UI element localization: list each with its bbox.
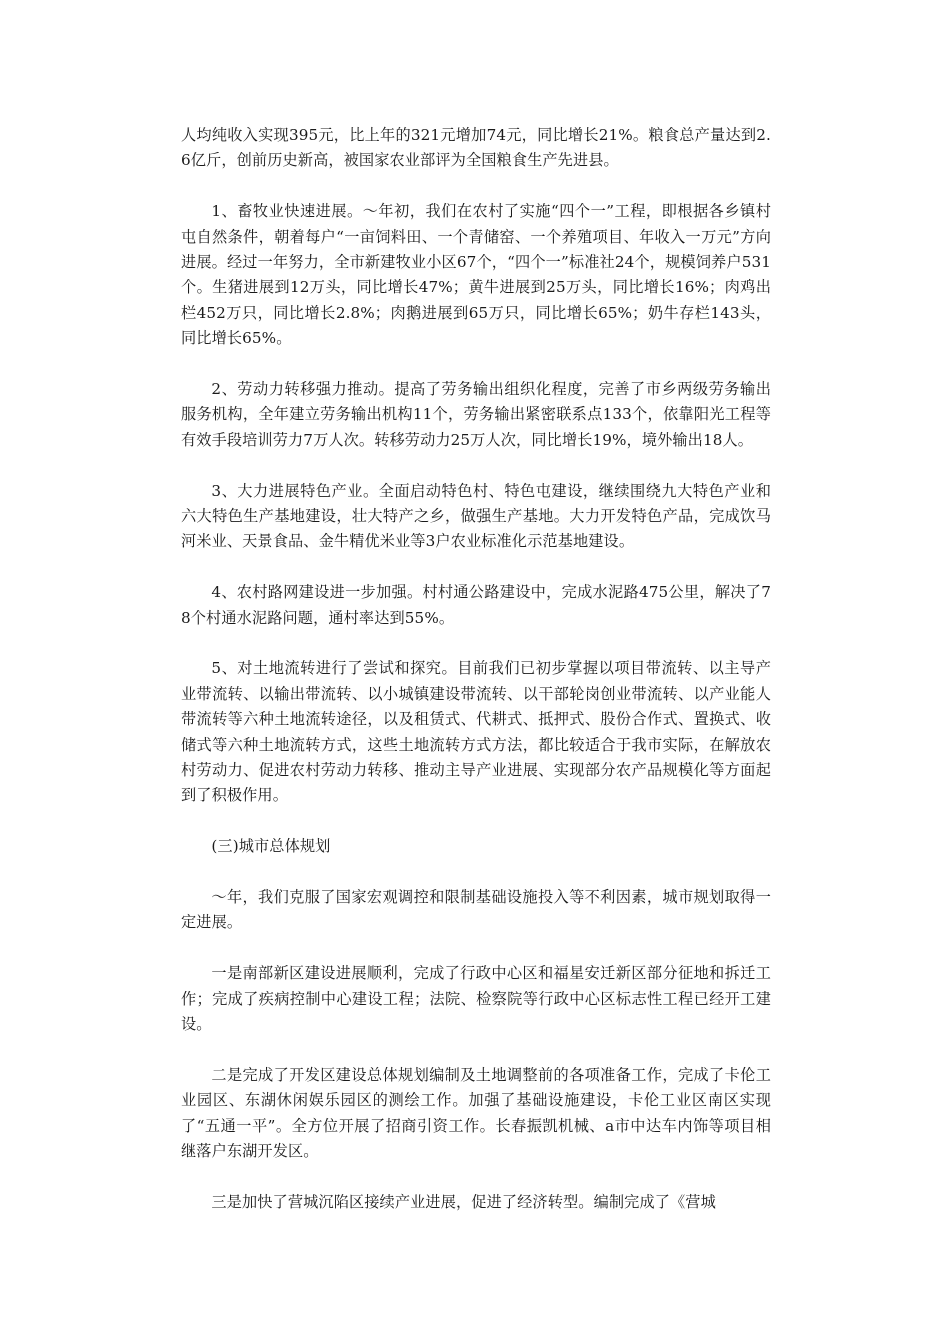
- paragraph-land-transfer: 5、对土地流转进行了尝试和探究。目前我们已初步掌握以项目带流转、以主导产业带流转、以输出带流转、以小城镇建设带流转、以干部轮岗创业带流转、以产业能人带流转等六种土地流转途径，以及租赁式、代耕式、抵押式、股份合作式、置换式、收储式等六种土地流转方式，这些土地流转方式方法，都比较适合于我市实际，在解放农村劳动力、促进农村劳动力转移、推动主导产业进展、实现部分农产品规模化等方面起到了积极作用。: [181, 659, 771, 805]
- paragraph-income-summary: 人均纯收入实现395元，比上年的321元增加74元，同比增长21%。粮食总产量达到2.6亿斤，创前历史新高，被国家农业部评为全国粮食生产先进县。: [181, 126, 771, 170]
- paragraph-urban-intro: ～年，我们克服了国家宏观调控和限制基础设施投入等不利因素，城市规划取得一定进展。: [181, 888, 771, 932]
- paragraph-labor-transfer: 2、劳动力转移强力推动。提高了劳务输出组织化程度，完善了市乡两级劳务输出服务机构，全年建立劳务输出机构11个，劳务输出紧密联系点133个，依靠阳光工程等有效手段培训劳力7万人次。转移劳动力25万人次，同比增长19%，境外输出18人。: [181, 380, 771, 449]
- paragraph-specialty-industry: 3、大力进展特色产业。全面启动特色村、特色屯建设，继续围绕九大特色产业和六大特色生产基地建设，壮大特产之乡，做强生产基地。大力开发特色产品，完成饮马河米业、天景食品、金牛精优米业等3户农业标准化示范基地建设。: [181, 481, 771, 551]
- paragraph-development-zone: 二是完成了开发区建设总体规划编制及土地调整前的各项准备工作，完成了卡伦工业园区、东湖休闲娱乐园区的测绘工作。加强了基础设施建设，卡伦工业区南区实现了“五通一平”。全方位开展了招商引资工作。长春振凯机械、a市中达车内饰等项目相继落户东湖开发区。: [181, 1065, 771, 1161]
- paragraph-rural-roads: 4、农村路网建设进一步加强。村村通公路建设中，完成水泥路475公里，解决了78个村通水泥路问题，通村率达到55%。: [181, 583, 771, 627]
- paragraph-livestock: 1、畜牧业快速进展。～年初，我们在农村了实施“四个一”工程，即根据各乡镇村屯自然条件，朝着每户“一亩饲料田、一个青储窑、一个养殖项目、年收入一万元”方向进展。经过一年努力，全市新建牧业小区67个，“四个一”标准社24个，规模饲养户531个。生猪进展到12万头，同比增长47%；黄牛进展到25万头，同比增长16%；肉鸡出栏452万只，同比增长2.8%；肉鹅进展到65万只，同比增长65%；奶牛存栏143头，同比增长65%。: [181, 202, 771, 348]
- paragraph-yingcheng: 三是加快了营城沉陷区接续产业进展，促进了经济转型。编制完成了《营城: [211, 1192, 716, 1211]
- document-body: [181, 123, 771, 1215]
- section-heading-urban-planning: (三)城市总体规划: [211, 837, 331, 856]
- paragraph-south-district: 一是南部新区建设进展顺利，完成了行政中心区和福星安迁新区部分征地和拆迁工作；完成了疾病控制中心建设工程；法院、检察院等行政中心区标志性工程已经开工建设。: [181, 964, 771, 1034]
